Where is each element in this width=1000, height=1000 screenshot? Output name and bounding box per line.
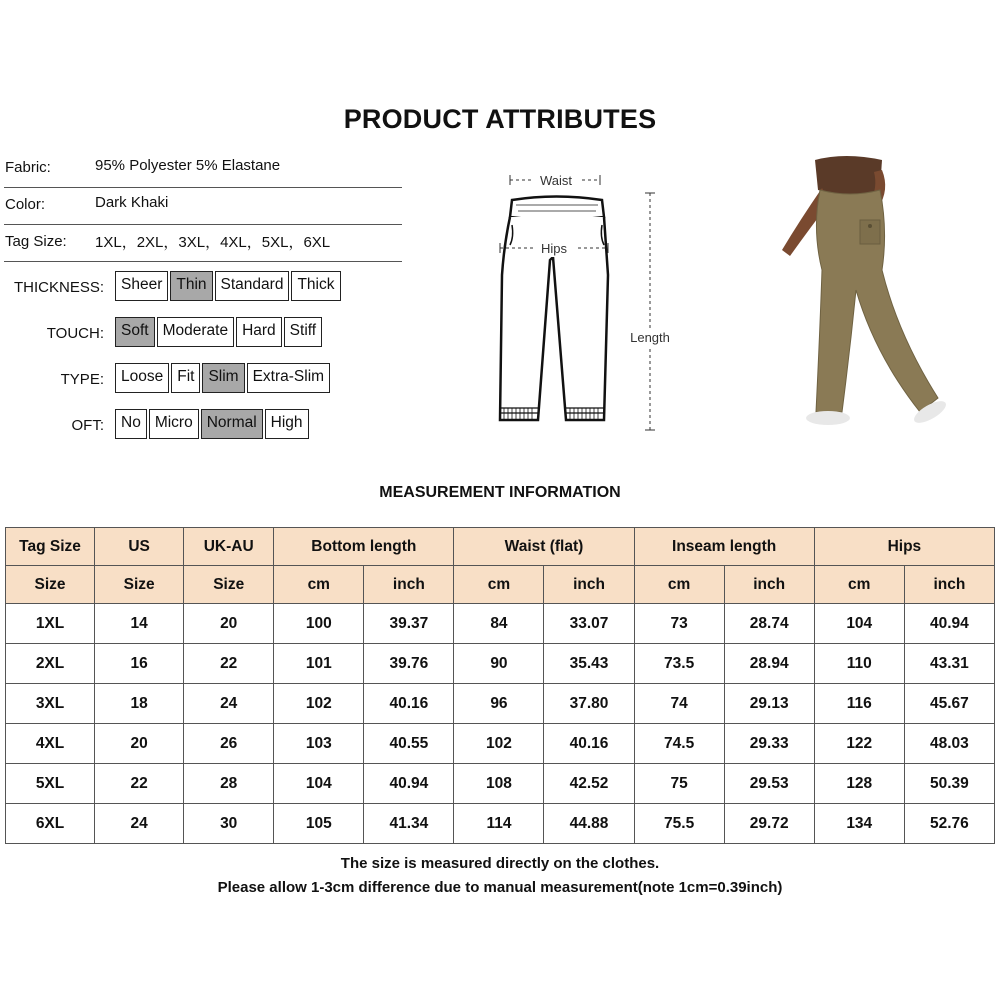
table-cell: 24 <box>95 804 184 844</box>
attr-tag-size <box>4 224 402 262</box>
table-subheader-cell: Size <box>6 566 95 604</box>
table-subheader-cell: Size <box>95 566 184 604</box>
note-line-1: The size is measured directly on the clothes. <box>340 855 660 872</box>
table-header-cell: UK-AU <box>184 528 274 566</box>
table-cell: 40.16 <box>364 684 454 724</box>
table-cell: 6XL <box>6 804 95 844</box>
model-top <box>815 156 882 194</box>
table-row <box>6 604 995 644</box>
table-header-row <box>6 528 995 566</box>
table-cell: 100 <box>274 604 364 644</box>
option-soft: Soft <box>115 317 155 347</box>
table-subheader-cell: inch <box>544 566 634 604</box>
table-cell: 28.74 <box>724 604 814 644</box>
table-cell: 105 <box>274 804 364 844</box>
option-boxes <box>115 317 324 347</box>
option-extra-slim: Extra-Slim <box>247 363 330 393</box>
attr-label: Color: <box>5 196 46 213</box>
attr-value: Dark Khaki <box>95 194 169 211</box>
table-cell: 1XL <box>6 604 95 644</box>
table-subheader-cell: cm <box>814 566 904 604</box>
table-cell: 74.5 <box>634 724 724 764</box>
table-row <box>6 684 995 724</box>
attr-value: 1XL，2XL，3XL，4XL，5XL，6XL <box>95 234 331 251</box>
table-cell: 26 <box>184 724 274 764</box>
option-label: OFT: <box>71 417 104 434</box>
option-micro: Micro <box>149 409 199 439</box>
table-subheader-cell: cm <box>274 566 364 604</box>
table-cell: 102 <box>454 724 544 764</box>
table-cell: 30 <box>184 804 274 844</box>
hips-label: Hips <box>540 241 568 256</box>
table-cell: 37.80 <box>544 684 634 724</box>
cargo-pocket <box>860 220 880 244</box>
table-cell: 45.67 <box>904 684 994 724</box>
table-subheader-cell: Size <box>184 566 274 604</box>
table-cell: 104 <box>814 604 904 644</box>
table-cell: 73.5 <box>634 644 724 684</box>
table-cell: 48.03 <box>904 724 994 764</box>
attr-value: 95% Polyester 5% Elastane <box>95 157 281 174</box>
table-cell: 29.72 <box>724 804 814 844</box>
table-cell: 75 <box>634 764 724 804</box>
table-cell: 29.13 <box>724 684 814 724</box>
table-row <box>6 804 995 844</box>
option-slim: Slim <box>202 363 244 393</box>
table-cell: 14 <box>95 604 184 644</box>
table-cell: 84 <box>454 604 544 644</box>
table-cell: 40.16 <box>544 724 634 764</box>
table-cell: 3XL <box>6 684 95 724</box>
option-moderate: Moderate <box>157 317 234 347</box>
attr-label: Fabric: <box>5 159 51 176</box>
measurement-title: MEASUREMENT INFORMATION <box>379 484 621 501</box>
table-cell: 5XL <box>6 764 95 804</box>
table-cell: 73 <box>634 604 724 644</box>
table-cell: 29.33 <box>724 724 814 764</box>
option-normal: Normal <box>201 409 263 439</box>
option-high: High <box>265 409 309 439</box>
option-label: TYPE: <box>60 371 104 388</box>
model-shoe-left <box>806 411 850 425</box>
option-boxes <box>115 271 343 301</box>
attr-color <box>4 187 402 225</box>
table-cell: 28 <box>184 764 274 804</box>
option-sheer: Sheer <box>115 271 168 301</box>
table-cell: 22 <box>95 764 184 804</box>
table-cell: 110 <box>814 644 904 684</box>
note-line-2: Please allow 1-3cm difference due to manual measurement(note 1cm=0.39inch) <box>217 879 783 896</box>
table-cell: 20 <box>184 604 274 644</box>
table-cell: 40.94 <box>364 764 454 804</box>
table-subheader-cell: inch <box>904 566 994 604</box>
table-cell: 39.76 <box>364 644 454 684</box>
table-subheader-cell: cm <box>634 566 724 604</box>
table-subheader-row <box>6 566 995 604</box>
table-cell: 75.5 <box>634 804 724 844</box>
table-header-cell: Bottom length <box>274 528 454 566</box>
table-row <box>6 764 995 804</box>
table-cell: 35.43 <box>544 644 634 684</box>
waist-label: Waist <box>539 173 573 188</box>
table-cell: 28.94 <box>724 644 814 684</box>
option-fit: Fit <box>171 363 200 393</box>
table-cell: 2XL <box>6 644 95 684</box>
table-cell: 39.37 <box>364 604 454 644</box>
option-label: TOUCH: <box>46 325 104 342</box>
option-loose: Loose <box>115 363 169 393</box>
table-subheader-cell: inch <box>724 566 814 604</box>
table-header-cell: Tag Size <box>6 528 95 566</box>
table-cell: 16 <box>95 644 184 684</box>
table-cell: 22 <box>184 644 274 684</box>
waistband <box>510 197 604 221</box>
table-cell: 104 <box>274 764 364 804</box>
table-cell: 18 <box>95 684 184 724</box>
option-boxes <box>115 363 332 393</box>
option-no: No <box>115 409 147 439</box>
table-cell: 114 <box>454 804 544 844</box>
page-title: PRODUCT ATTRIBUTES <box>343 104 657 134</box>
table-cell: 103 <box>274 724 364 764</box>
table-cell: 24 <box>184 684 274 724</box>
option-thin: Thin <box>170 271 212 301</box>
table-cell: 74 <box>634 684 724 724</box>
table-cell: 50.39 <box>904 764 994 804</box>
table-cell: 134 <box>814 804 904 844</box>
option-label: THICKNESS: <box>13 279 104 296</box>
table-cell: 29.53 <box>724 764 814 804</box>
table-cell: 33.07 <box>544 604 634 644</box>
option-boxes <box>115 409 311 439</box>
table-row <box>6 644 995 684</box>
table-header-cell: Waist (flat) <box>454 528 634 566</box>
table-cell: 101 <box>274 644 364 684</box>
table-cell: 128 <box>814 764 904 804</box>
measurement-table <box>5 527 995 844</box>
length-label: Length <box>630 330 670 345</box>
table-cell: 52.76 <box>904 804 994 844</box>
pants-size-diagram <box>490 165 690 445</box>
table-cell: 4XL <box>6 724 95 764</box>
table-header-cell: US <box>95 528 184 566</box>
table-cell: 44.88 <box>544 804 634 844</box>
table-cell: 96 <box>454 684 544 724</box>
table-cell: 102 <box>274 684 364 724</box>
table-subheader-cell: cm <box>454 566 544 604</box>
table-cell: 116 <box>814 684 904 724</box>
table-cell: 40.94 <box>904 604 994 644</box>
table-cell: 122 <box>814 724 904 764</box>
table-cell: 43.31 <box>904 644 994 684</box>
attr-fabric <box>4 150 402 188</box>
table-cell: 20 <box>95 724 184 764</box>
model-photo <box>770 150 950 450</box>
table-row <box>6 724 995 764</box>
option-stiff: Stiff <box>284 317 322 347</box>
table-header-cell: Inseam length <box>634 528 814 566</box>
table-cell: 41.34 <box>364 804 454 844</box>
option-hard: Hard <box>236 317 282 347</box>
table-cell: 108 <box>454 764 544 804</box>
option-thick: Thick <box>291 271 340 301</box>
table-body <box>6 604 995 844</box>
table-cell: 42.52 <box>544 764 634 804</box>
attr-label: Tag Size: <box>5 233 67 250</box>
table-subheader-cell: inch <box>364 566 454 604</box>
table-cell: 90 <box>454 644 544 684</box>
table-cell: 40.55 <box>364 724 454 764</box>
option-standard: Standard <box>215 271 290 301</box>
table-header-cell: Hips <box>814 528 994 566</box>
